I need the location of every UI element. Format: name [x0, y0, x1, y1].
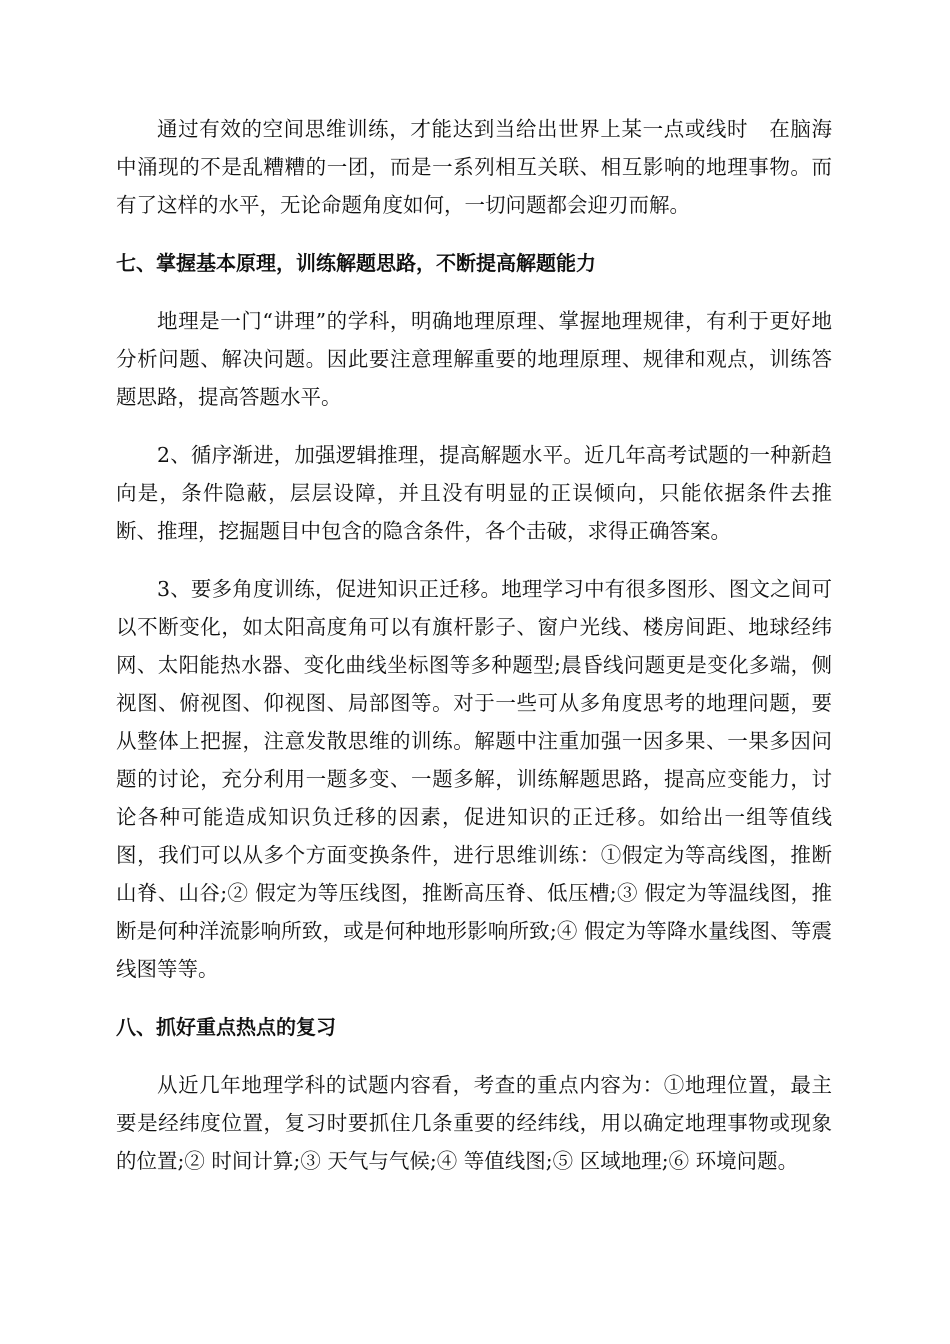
section-heading-eight: 八、抓好重点热点的复习 — [116, 1015, 336, 1039]
paragraph-multi-angle-training: 3、要多角度训练，促进知识正迁移。地理学习中有很多图形、图文之间可以不断变化，如太阳高度角可以有旗杆影子、窗户光线、楼房间距、地球经纬网、太阳能热水器、变化曲线坐标图等多种题型;晨昏线问题更是变化多端，侧视图、俯视图、仰视图、局部图等。对于一些可从多角度思考的地理问题，要从整体上把握，注意发散思维的训练。解题中注重加强一因多果、一果多因问题的讨论，充分利用一题多变、一题多解，训练解题思路，提高应变能力，讨论各种可能造成知识负迁移的因素，促进知识的正迁移。如给出一组等值线图，我们可以从多个方面变换条件，进行思维训练：①假定为等高线图，推断山脊、山谷;② 假定为等压线图，推断高压脊、低压槽;③ 假定为等温线图，推断是何种洋流影响所致，或是何种地形影响所致;④ 假定为等降水量线图、等震线图等等。 — [116, 577, 832, 981]
paragraph-spatial-thinking: 通过有效的空间思维训练，才能达到当给出世界上某一点或线时 在脑海中涌现的不是乱糟糟的一团，而是一系列相互关联、相互影响的地理事物。而有了这样的水平，无论命题角度如何，一切问题都会迎刃而解。 — [116, 117, 832, 217]
section-heading-seven: 七、掌握基本原理，训练解题思路，不断提高解题能力 — [116, 251, 596, 275]
paragraph-logical-reasoning: 2、循序渐进，加强逻辑推理，提高解题水平。近几年高考试题的一种新趋向是，条件隐蔽，层层设障，并且没有明显的正误倾向，只能依据条件去推断、推理，挖掘题目中包含的隐含条件，各个击破，求得正确答案。 — [116, 443, 832, 543]
paragraph-key-topics: 从近几年地理学科的试题内容看，考查的重点内容为：①地理位置，最主要是经纬度位置，复习时要抓住几条重要的经纬线，用以确定地理事物或现象的位置;② 时间计算;③ 天气与气候;④ 等值线图;⑤ 区域地理;⑥ 环境问题。 — [116, 1073, 832, 1173]
document-body — [116, 110, 832, 1200]
paragraph-geography-principles: 地理是一门“讲理”的学科，明确地理原理、掌握地理规律，有利于更好地分析问题、解决问题。因此要注意理解重要的地理原理、规律和观点，训练答题思路，提高答题水平。 — [116, 309, 832, 409]
